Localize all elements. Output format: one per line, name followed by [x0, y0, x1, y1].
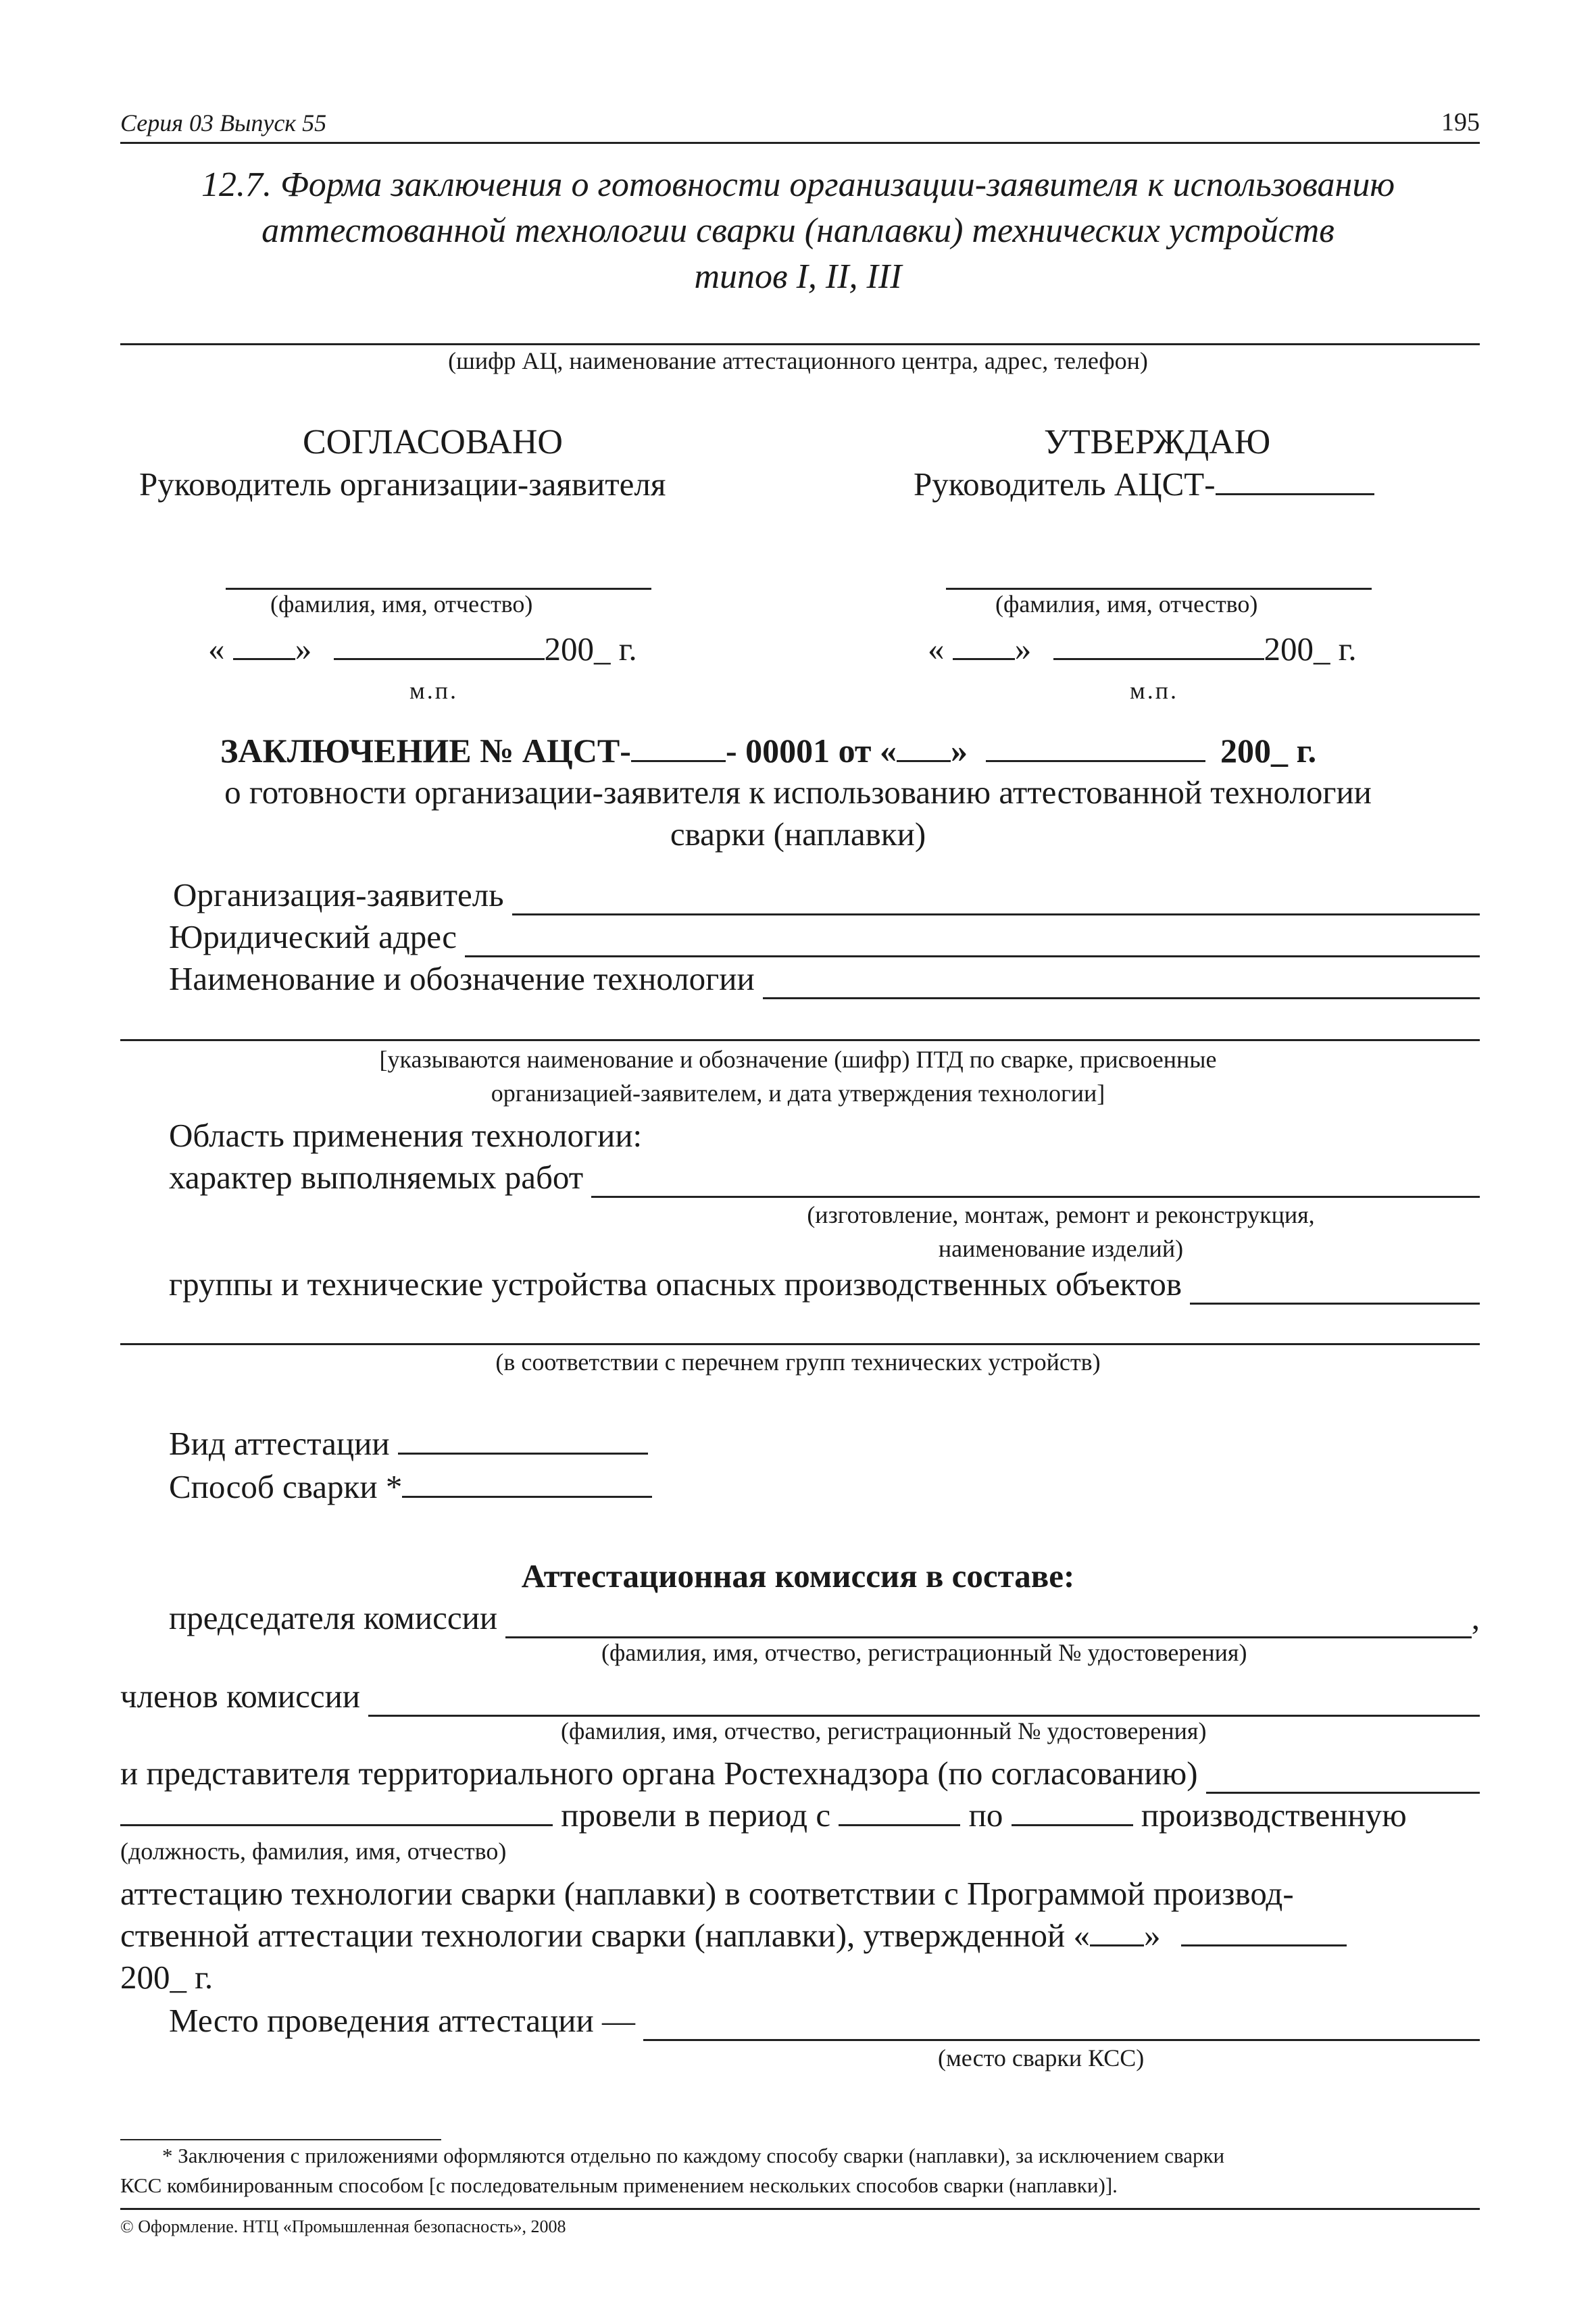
members-blank[interactable]	[368, 1685, 1480, 1717]
page-number: 195	[1441, 108, 1480, 136]
program-quote-close: »	[1144, 1917, 1161, 1955]
members-caption: (фамилия, имя, отчество, регистрационный № удостоверения)	[561, 1717, 1207, 1744]
month-blank	[334, 628, 545, 660]
footnote-line2: КСС комбинированным способом [с последовательным применением нескольких способов сварки (наплавки)].	[120, 2173, 1118, 2197]
organization-label: Организация-заявитель	[173, 876, 504, 913]
period-line	[120, 1794, 1407, 1836]
footnote-line1: * Заключения с приложениями оформляются отдельно по каждому способу сварки (наплавки), за исключением сварки	[162, 2144, 1225, 2167]
legal-address-label: Юридический адрес	[169, 918, 457, 955]
groups-field	[169, 1263, 1480, 1305]
work-caption-line1: (изготовление, монтаж, ремонт и реконструкция,	[807, 1201, 1315, 1228]
place-caption: (место сварки КСС)	[938, 2044, 1145, 2071]
technology-label: Наименование и обозначение технологии	[169, 960, 755, 997]
approve-heading: УТВЕРЖДАЮ	[1044, 423, 1271, 461]
members-label: членов комиссии	[120, 1678, 361, 1715]
welding-method-blank[interactable]	[402, 1466, 652, 1498]
representative-label: и представителя территориального органа Ростехнадзора (по согласованию)	[120, 1755, 1198, 1792]
commission-heading: Аттестационная комиссия в составе:	[521, 1557, 1075, 1594]
application-area-label: Область применения технологии:	[169, 1117, 643, 1154]
quote-close: »	[1014, 630, 1032, 668]
section-title-line1: 12.7. Форма заключения о готовности организации-заявителя к использованию	[201, 166, 1395, 204]
conclusion-day-blank	[897, 730, 951, 762]
groups-blank[interactable]	[1190, 1273, 1480, 1305]
chairman-field	[169, 1597, 1480, 1638]
conclusion-prefix: ЗАКЛЮЧЕНИЕ № АЦСТ-	[220, 732, 631, 770]
period-to-label: по	[968, 1796, 1003, 1834]
left-name-caption: (фамилия, имя, отчество)	[270, 590, 533, 618]
work-type-field	[169, 1157, 1480, 1198]
work-caption-line2: наименование изделий)	[938, 1235, 1184, 1262]
footer-rule	[120, 2208, 1480, 2210]
chairman-caption: (фамилия, имя, отчество, регистрационный № удостоверения)	[601, 1639, 1247, 1666]
period-tail: производственную	[1141, 1796, 1407, 1834]
technology-line	[120, 1039, 1480, 1041]
right-name-caption: (фамилия, имя, отчество)	[995, 590, 1258, 618]
conclusion-number: - 00001 от «	[725, 732, 897, 770]
work-type-blank[interactable]	[591, 1166, 1480, 1198]
chairman-comma: ,	[1471, 1599, 1480, 1636]
program-month-blank[interactable]	[1181, 1915, 1347, 1946]
period-from-blank[interactable]	[839, 1794, 960, 1826]
groups-caption: (в соответствии с перечнем групп технических устройств)	[495, 1349, 1101, 1376]
groups-label: группы и технические устройства опасных производственных объектов	[169, 1265, 1182, 1303]
series-header: Серия 03 Выпуск 55	[120, 109, 327, 136]
place-label: Место проведения аттестации —	[169, 2002, 635, 2039]
chairman-label: председателя комиссии	[169, 1599, 498, 1636]
welding-method-label: Способ сварки *	[169, 1468, 403, 1506]
aсst-code-blank	[1216, 463, 1374, 495]
agreed-role: Руководитель организации-заявителя	[139, 466, 666, 503]
period-to-blank[interactable]	[1012, 1794, 1133, 1826]
conclusion-code-blank	[631, 730, 726, 762]
organization-blank[interactable]	[512, 884, 1480, 915]
date-year: 200_ г.	[1264, 630, 1357, 668]
date-year: 200_ г.	[544, 630, 637, 668]
quote-open: «	[928, 630, 945, 668]
groups-line	[120, 1343, 1480, 1345]
day-blank	[233, 628, 295, 660]
footer-copyright: © Оформление. НТЦ «Промышленная безопасность», 2008	[120, 2217, 566, 2236]
place-blank[interactable]	[643, 2009, 1480, 2041]
right-date-line	[928, 628, 1357, 670]
position-caption: (должность, фамилия, имя, отчество)	[120, 1838, 507, 1865]
section-title-line2: аттестованной технологии сварки (наплавки) технических устройств	[261, 211, 1335, 250]
footnote-rule	[120, 2139, 441, 2140]
center-caption: (шифр АЦ, наименование аттестационного центра, адрес, телефон)	[448, 347, 1148, 374]
attestation-type-blank[interactable]	[398, 1423, 648, 1455]
chairman-blank[interactable]	[505, 1607, 1472, 1638]
conclusion-subtitle-line2: сварки (наплавки)	[670, 815, 926, 853]
work-type-label: характер выполняемых работ	[169, 1159, 584, 1196]
quote-close: »	[295, 630, 312, 668]
representative-position-blank[interactable]	[120, 1794, 553, 1826]
left-stamp: м.п.	[409, 677, 459, 704]
header-rule	[120, 142, 1480, 144]
section-title-line3: типов I, II, III	[694, 257, 902, 296]
conclusion-year: 200_ г.	[1220, 732, 1317, 770]
attestation-type-field	[169, 1423, 648, 1464]
commission-text-line2	[120, 1915, 1347, 1956]
place-field	[169, 2000, 1480, 2041]
program-text: ственной аттестации технологии сварки (наплавки), утвержденной «	[120, 1917, 1090, 1955]
members-field	[120, 1676, 1480, 1717]
conclusion-month-blank	[986, 730, 1205, 762]
legal-address-blank[interactable]	[465, 926, 1480, 957]
welding-method-field	[169, 1466, 652, 1507]
month-blank	[1053, 628, 1264, 660]
technology-caption-line2: организацией-заявителем, и дата утверждения технологии]	[491, 1080, 1105, 1107]
commission-text-line3: 200_ г.	[120, 1959, 214, 1996]
approve-role-line	[914, 463, 1374, 505]
technology-field	[169, 958, 1480, 999]
conclusion-subtitle-line1: о готовности организации-заявителя к использованию аттестованной технологии	[224, 774, 1372, 811]
program-day-blank[interactable]	[1090, 1915, 1144, 1946]
organization-field	[173, 874, 1480, 915]
center-info-line	[120, 343, 1480, 345]
conclusion-heading	[220, 730, 1316, 772]
technology-caption-line1: [указываются наименование и обозначение (шифр) ПТД по сварке, присвоенные	[379, 1046, 1217, 1073]
commission-text-line1: аттестацию технологии сварки (наплавки) в соответствии с Программой производ-	[120, 1875, 1294, 1912]
left-date-line	[208, 628, 637, 670]
representative-blank[interactable]	[1206, 1762, 1480, 1794]
representative-field	[120, 1753, 1480, 1794]
technology-blank[interactable]	[763, 967, 1480, 999]
agreed-heading: СОГЛАСОВАНО	[303, 423, 563, 461]
right-stamp: м.п.	[1130, 677, 1179, 704]
attestation-type-label: Вид аттестации	[169, 1425, 390, 1463]
quote-open: «	[208, 630, 225, 668]
conclusion-quote-close: »	[951, 732, 968, 770]
approve-role: Руководитель АЦСТ-	[914, 466, 1216, 503]
legal-address-field	[169, 916, 1480, 957]
period-from-label: провели в период с	[561, 1796, 831, 1834]
day-blank	[953, 628, 1015, 660]
